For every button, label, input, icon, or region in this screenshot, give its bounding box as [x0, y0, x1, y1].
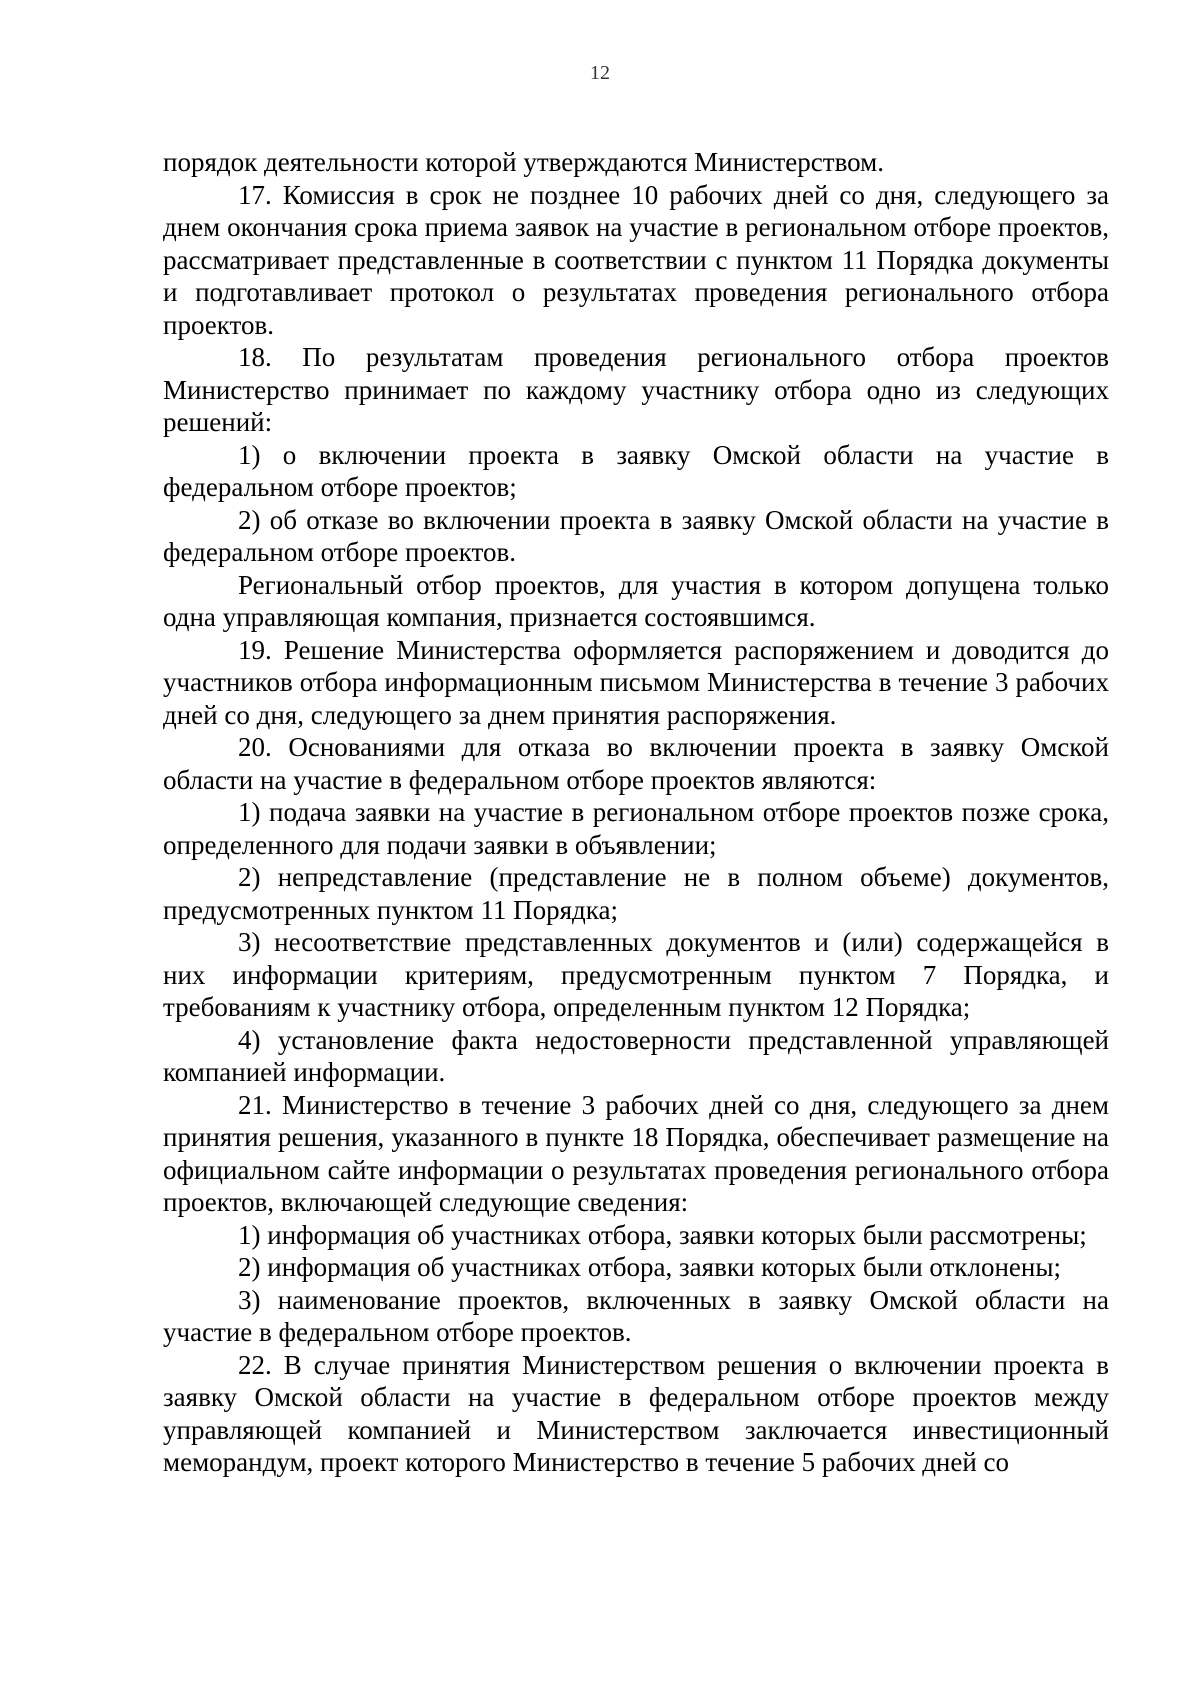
- paragraph-20-subitem-2: 2) непредставление (представление не в полном объеме) документов, предусмотренных пунктом 11 Порядка;: [163, 862, 1109, 925]
- paragraph-21-subitem-2: 2) информация об участниках отбора, заявки которых были отклонены;: [238, 1252, 1061, 1282]
- paragraph-item-20: 20. Основаниями для отказа во включении проекта в заявку Омской области на участие в федеральном отборе проектов являются:: [163, 732, 1109, 795]
- paragraph-18-note: Региональный отбор проектов, для участия в котором допущена только одна управляющая компания, признается состоявшимся.: [163, 569, 1109, 632]
- paragraph-21-subitem-1: 1) информация об участниках отбора, заявки которых были рассмотрены;: [238, 1219, 1087, 1250]
- paragraph-20-subitem-1: 1) подача заявки на участие в региональном отборе проектов позже срока, определенного для подачи заявки в объявлении;: [163, 797, 1109, 860]
- page-number: 12: [590, 62, 610, 84]
- paragraph-item-22: 22. В случае принятия Министерством решения о включении проекта в заявку Омской области на участие в федеральном отборе проектов между управляющей компанией и Министерством заключается инвестиционный меморандум, проект которого Министерство в течение 5 рабочих дней со: [163, 1349, 1109, 1477]
- paragraph-item-19: 19. Решение Министерства оформляется распоряжением и доводится до участников отбора информационным письмом Министерства в течение 3 рабочих дней со дня, следующего за днем принятия распоряжения.: [163, 634, 1109, 730]
- paragraph-18-subitem-2: 2) об отказе во включении проекта в заявку Омской области на участие в федеральном отборе проектов.: [163, 504, 1109, 567]
- paragraph-continuation: порядок деятельности которой утверждаются Министерством.: [163, 147, 884, 177]
- paragraph-item-17: 17. Комиссия в срок не позднее 10 рабочих дней со дня, следующего за днем окончания срока приема заявок на участие в региональном отборе проектов, рассматривает представленные в соответствии с пунктом 11 Порядка документы и подготавливает протокол о результатах проведения регионального отбора проектов.: [163, 179, 1109, 340]
- paragraph-18-subitem-1: 1) о включении проекта в заявку Омской области на участие в федеральном отборе проектов;: [163, 439, 1109, 502]
- paragraph-item-21: 21. Министерство в течение 3 рабочих дней со дня, следующего за днем принятия решения, указанного в пункте 18 Порядка, обеспечивает размещение на официальном сайте информации о результатах проведения регионального отбора проектов, включающей следующие сведения:: [163, 1089, 1109, 1217]
- paragraph-21-subitem-3: 3) наименование проектов, включенных в заявку Омской области на участие в федеральном отборе проектов.: [163, 1284, 1109, 1347]
- document-body: [163, 146, 1109, 1479]
- paragraph-20-subitem-4: 4) установление факта недостоверности представленной управляющей компанией информации.: [163, 1024, 1109, 1087]
- paragraph-20-subitem-3: 3) несоответствие представленных документов и (или) содержащейся в них информации критериям, предусмотренным пунктом 7 Порядка, и требованиям к участнику отбора, определенным пунктом 12 Порядка;: [163, 927, 1109, 1022]
- paragraph-item-18: 18. По результатам проведения регионального отбора проектов Министерство принимает по каждому участнику отбора одно из следующих решений:: [163, 342, 1109, 437]
